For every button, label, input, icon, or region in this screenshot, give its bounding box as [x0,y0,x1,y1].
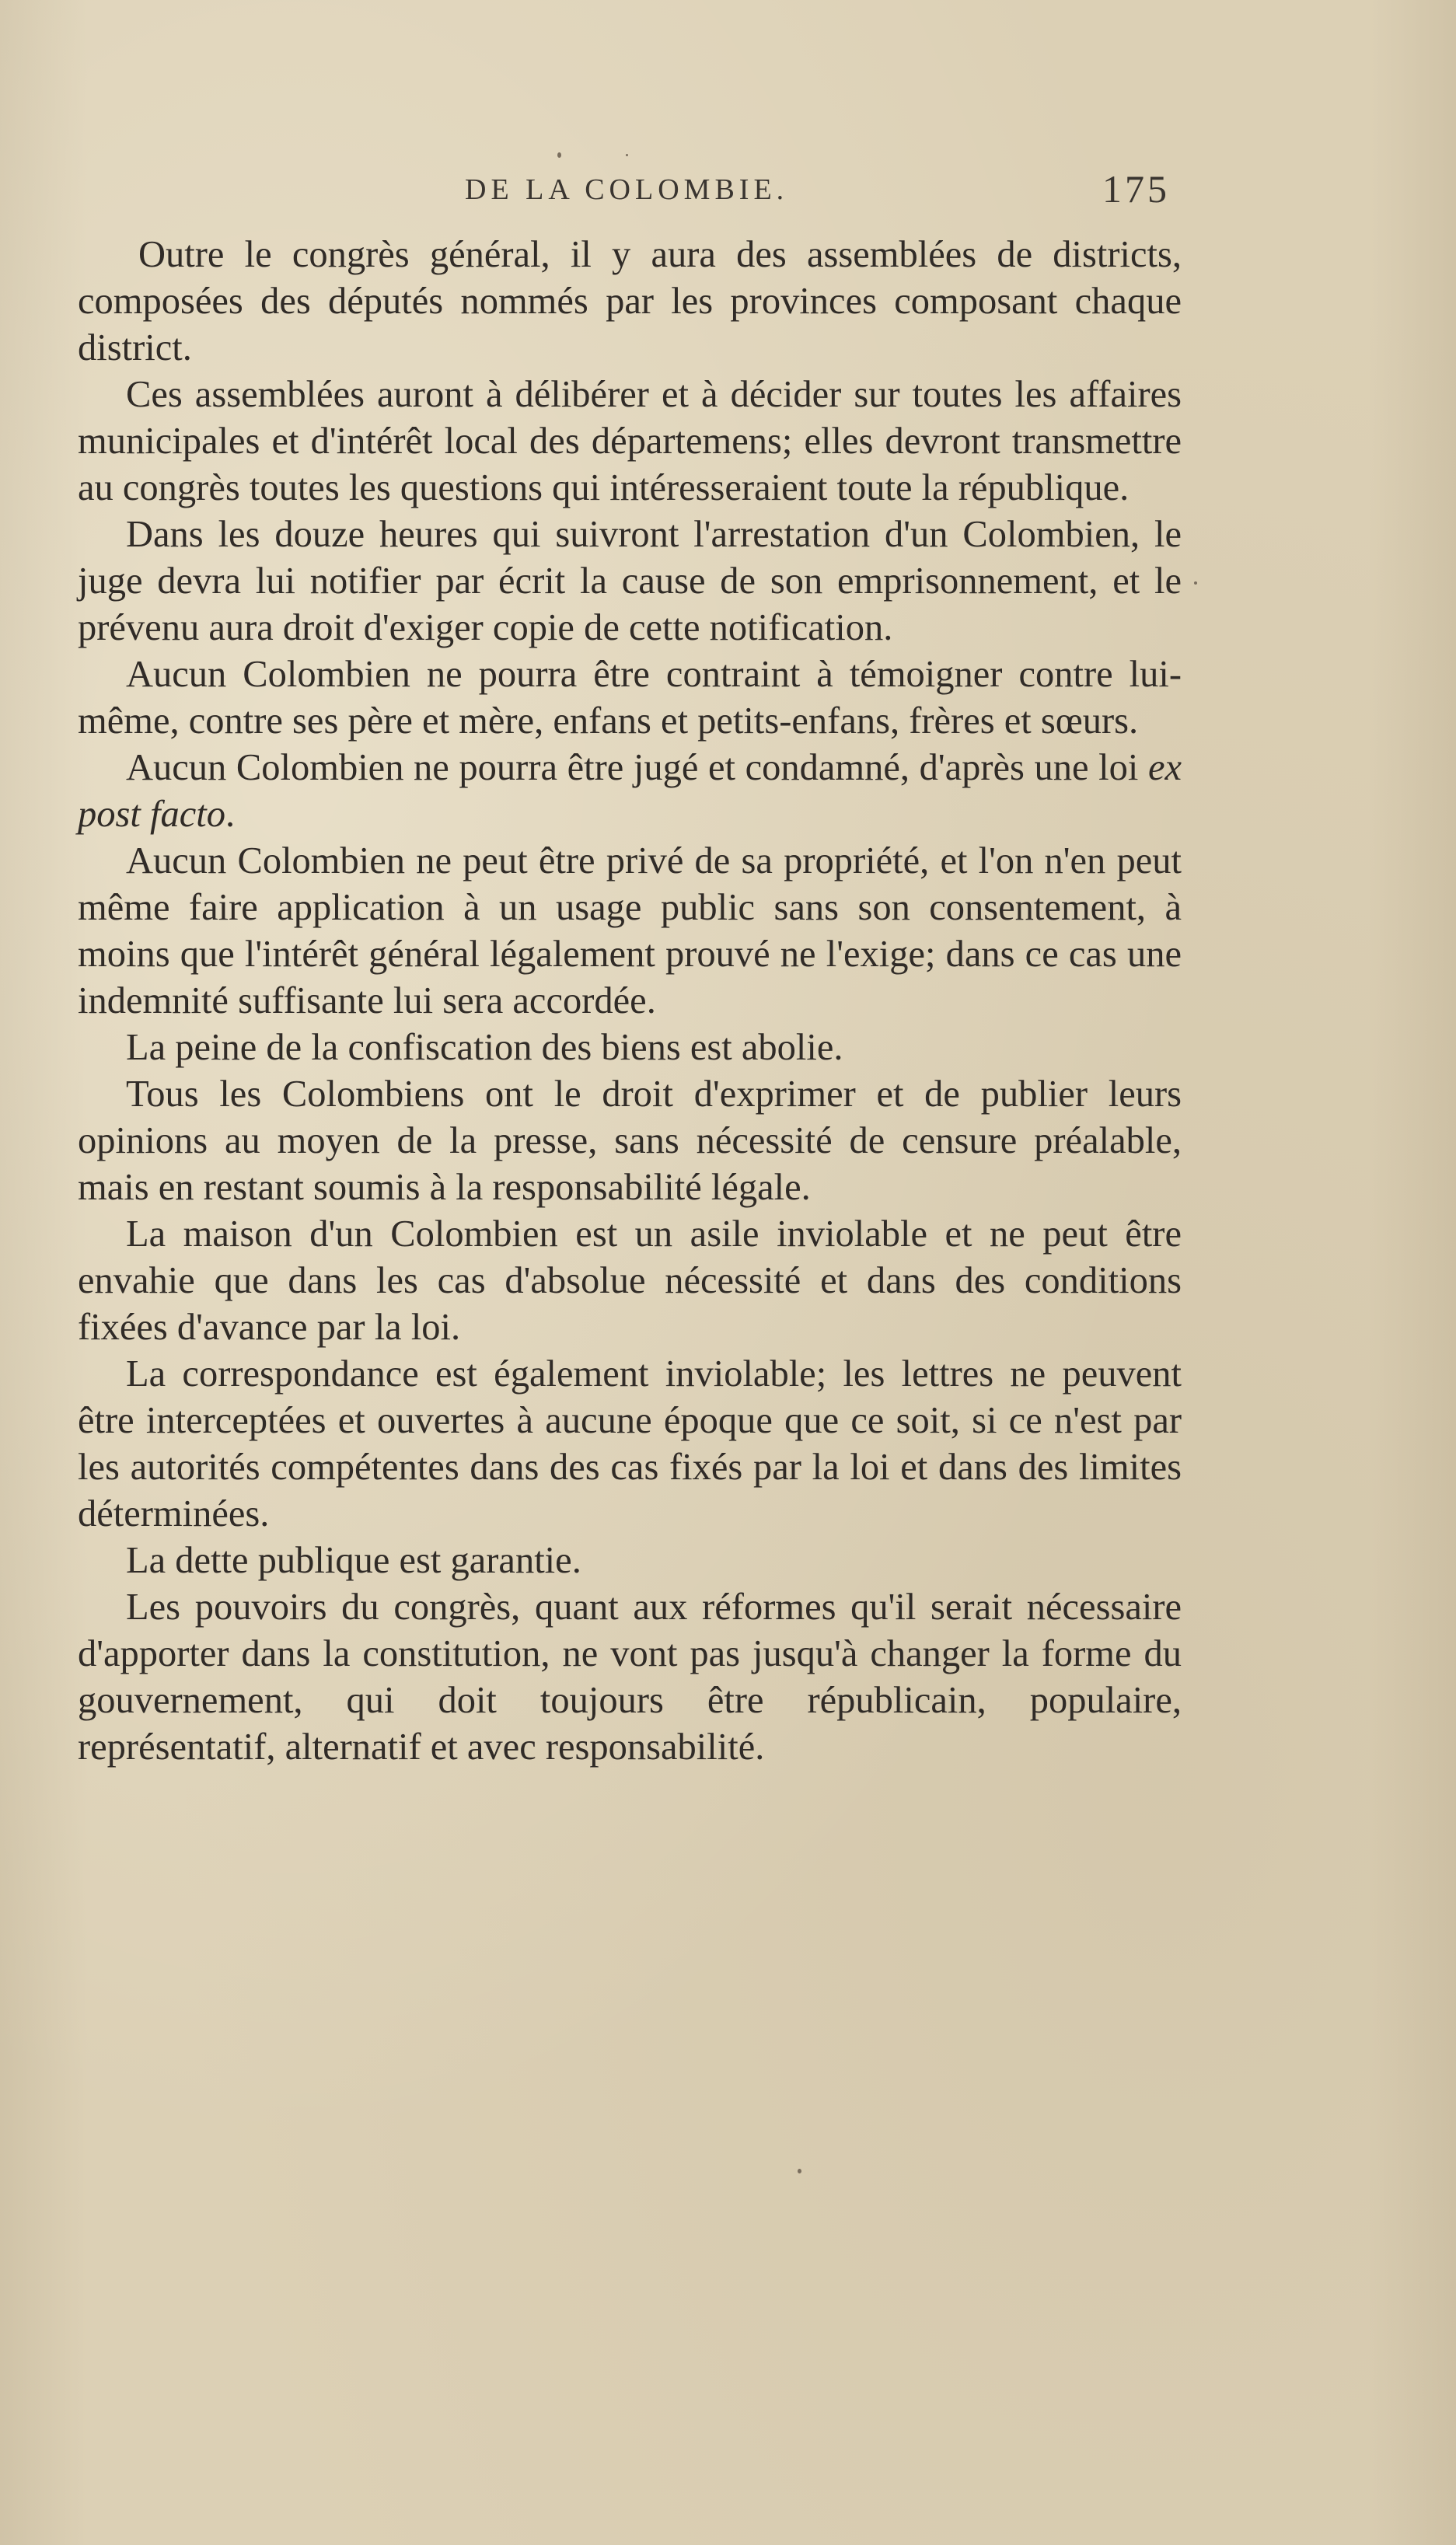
paragraph: Dans les douze heures qui suivront l'arrestation d'un Colombien, le juge devra lui notifier par écrit la cause de son emprisonnement, et le prévenu aura droit d'exiger copie de cette notification. [78,514,1182,648]
page-number: 175 [1102,167,1170,211]
paragraph: Tous les Colombiens ont le droit d'exprimer et de publier leurs opinions au moyen de la presse, sans nécessité de censure préalable, mais en restant soumis à la responsabilité légale. [78,1074,1182,1208]
paragraph: Outre le congrès général, il y aura des assemblées de districts, composées des députés nommés par les provinces composant chaque district. [78,234,1182,368]
ink-speck [557,152,561,158]
ink-speck [798,2169,801,2173]
paragraph: La maison d'un Colombien est un asile inviolable et ne peut être envahie que dans les cas d'absolue nécessité et dans des conditions fixées d'avance par la loi. [78,1213,1182,1348]
ink-speck [1194,581,1197,585]
running-head: DE LA COLOMBIE. [465,173,789,206]
latin-phrase: ex post facto [78,747,1182,835]
paragraph: Aucun Colombien ne pourra être contraint à témoigner contre lui-même, contre ses père et mère, enfans et petits-enfans, frères et sœurs. [78,654,1182,742]
paragraph: La peine de la confiscation des biens est abolie. [126,1027,843,1068]
paragraph: La dette publique est garantie. [126,1540,581,1581]
paragraph: Aucun Colombien ne peut être privé de sa propriété, et l'on n'en peut même faire application à un usage public sans son consentement, à moins que l'intérêt général légalement prouvé ne l'exige; dans ce cas une indemnité suffisante lui sera accordée. [78,840,1182,1021]
paragraph: Ces assemblées auront à délibérer et à décider sur toutes les affaires municipales et d'intérêt local des départemens; elles devront transmettre au congrès toutes les questions qui intéresseraient toute la république. [78,374,1182,508]
paragraph-text: . [225,794,236,835]
paragraph: Les pouvoirs du congrès, quant aux réformes qu'il serait nécessaire d'apporter dans la constitution, ne vont pas jusqu'à changer la forme du gouvernement, qui doit toujours être républicain, populaire, représentatif, alternatif et avec responsabilité. [78,1587,1182,1768]
body-text [78,232,1182,1771]
paragraph-text: Aucun Colombien ne pourra être jugé et condamné, d'après une loi [126,747,1148,788]
paragraph [78,745,1182,838]
page-header [0,167,1456,227]
ink-speck [626,154,628,156]
paragraph: La correspondance est également inviolable; les lettres ne peuvent être interceptées et ouvertes à aucune époque que ce soit, si ce n'est par les autorités compétentes dans des cas fixés par la loi et dans des limites déterminées. [78,1353,1182,1534]
